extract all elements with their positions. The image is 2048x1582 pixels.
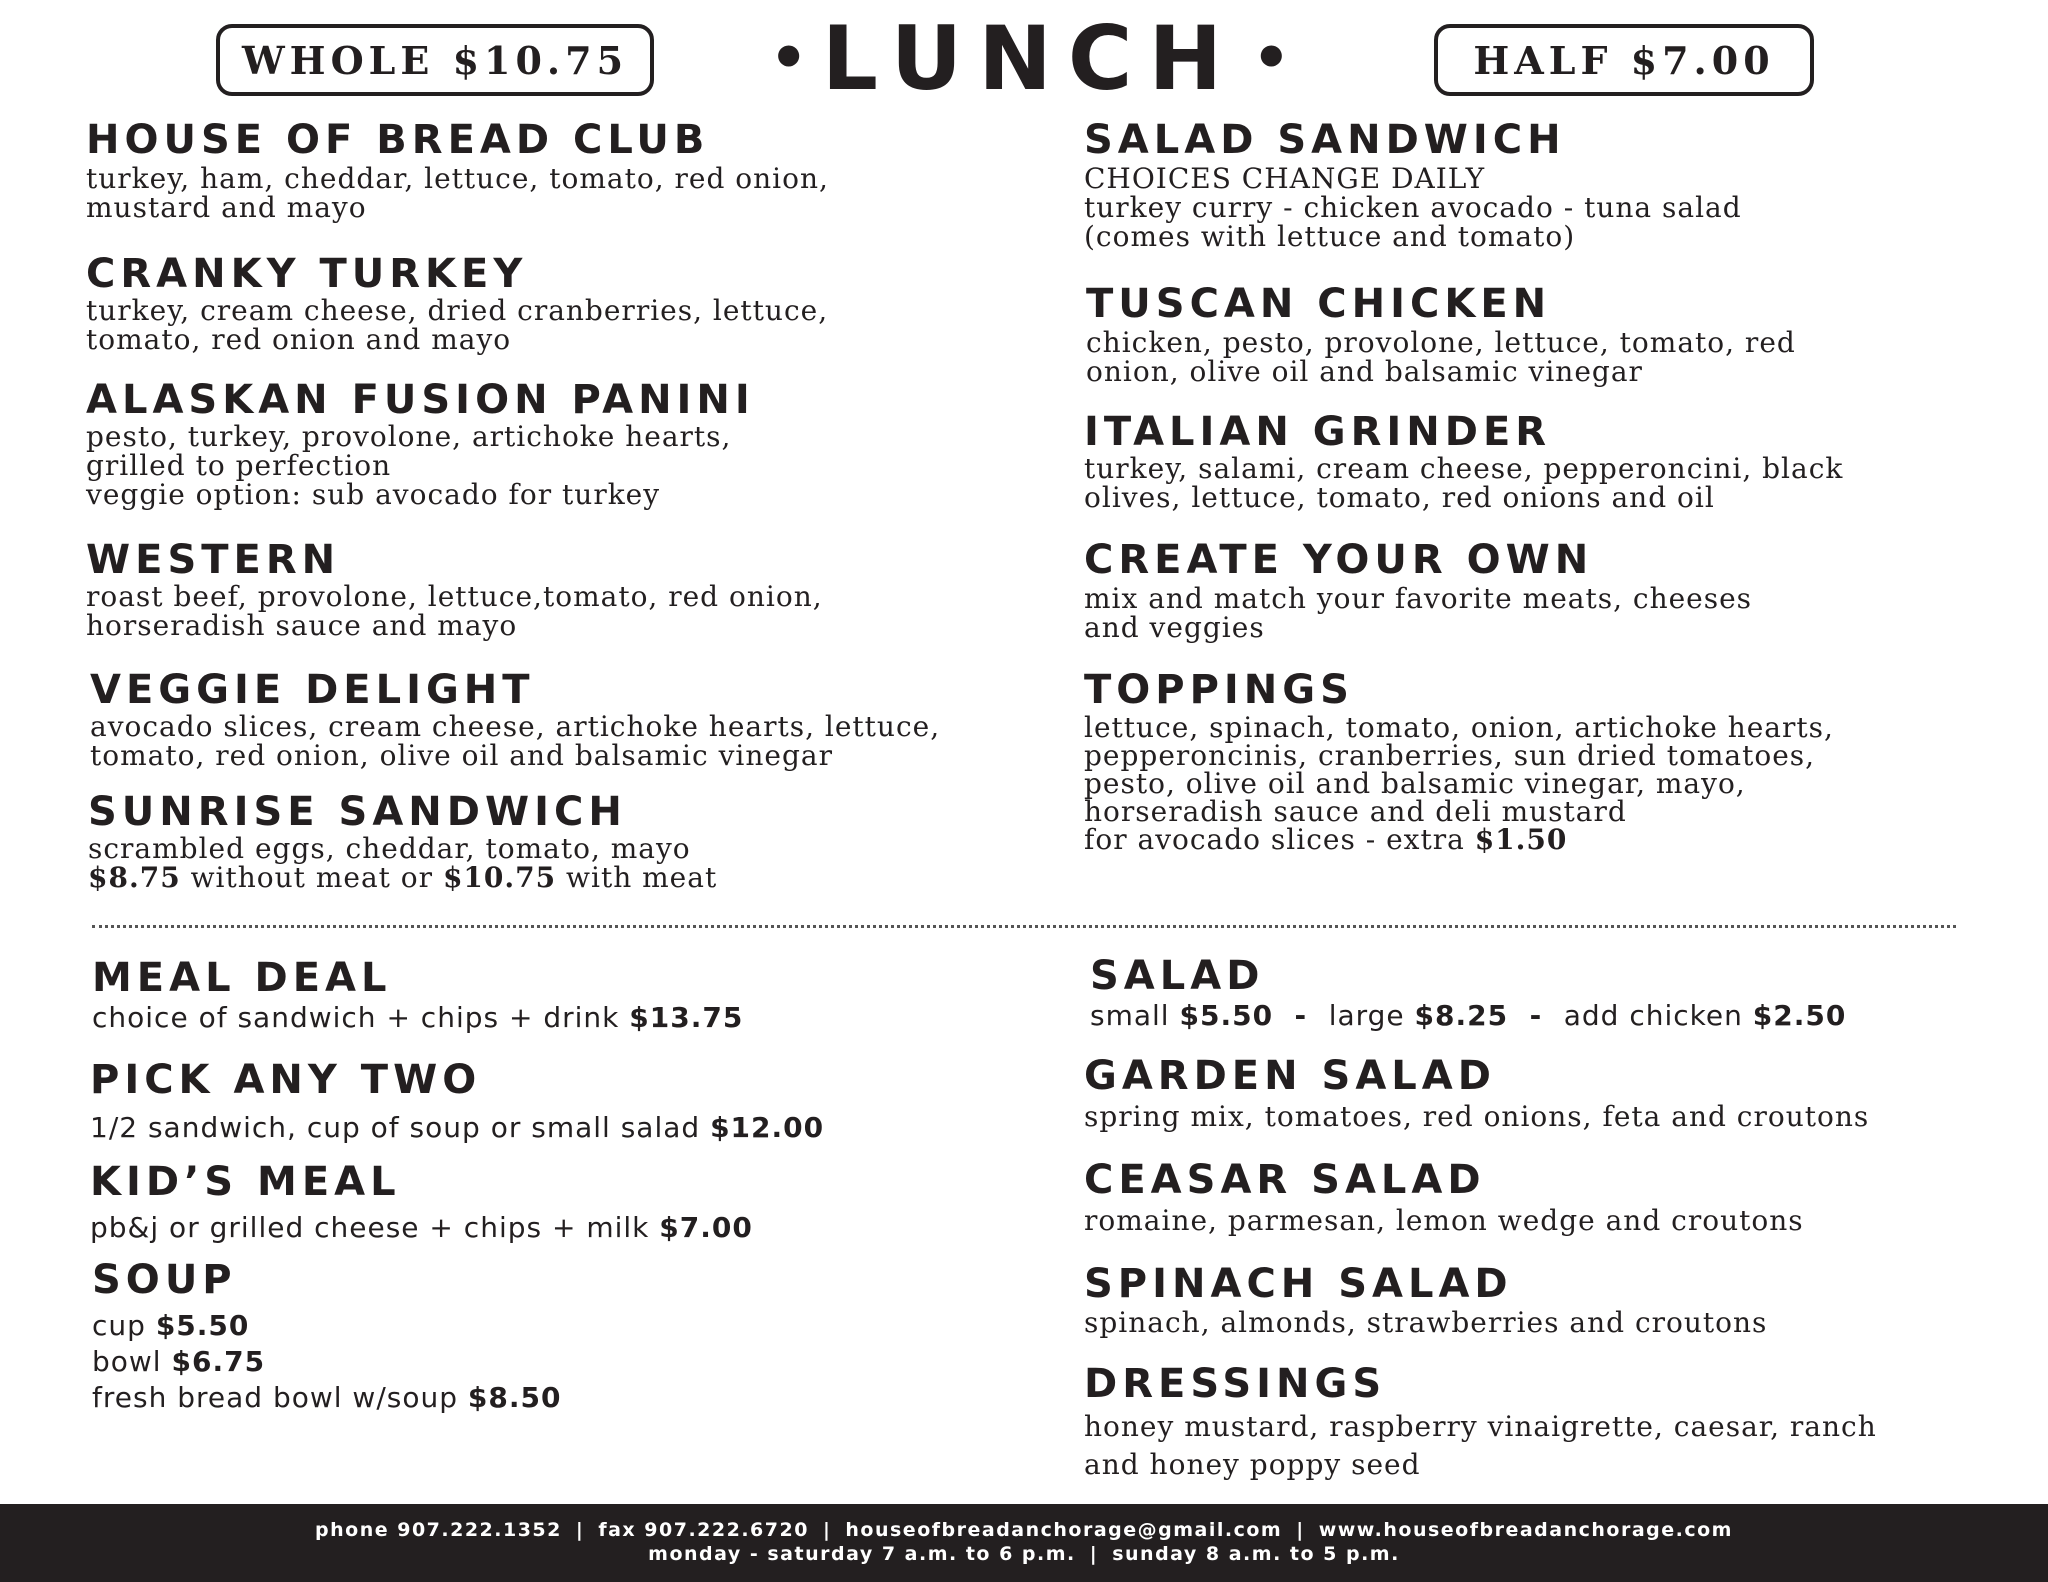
soup-bread-bowl-line [92, 1380, 561, 1416]
item-description [1084, 1308, 1767, 1337]
whole-price-box: WHOLE $10.75 [216, 24, 654, 96]
description-line: honey mustard, raspberry vinaigrette, caesar, ranch [1084, 1410, 1877, 1443]
description-line: roast beef, provolone, lettuce,tomato, red onion, [86, 580, 823, 613]
extra-text: for avocado slices - extra [1084, 823, 1475, 856]
item-name: MEAL DEAL [92, 955, 392, 1001]
salad-text: small [1090, 999, 1180, 1032]
description-line: romaine, parmesan, lemon wedge and croutons [1084, 1204, 1804, 1237]
menu-item-salad [1090, 954, 1846, 1032]
half-price-box: HALF $7.00 [1434, 24, 1814, 96]
item-description [86, 296, 828, 354]
description-line: (comes with lettuce and tomato) [1084, 220, 1576, 253]
menu-item-toppings [1084, 668, 1834, 854]
item-description [1084, 164, 1742, 251]
description-line: turkey, ham, cheddar, lettuce, tomato, red onion, [86, 162, 829, 195]
item-description [88, 834, 717, 892]
menu-header [0, 0, 2048, 118]
item-description [86, 422, 755, 509]
menu-title [760, 8, 1300, 108]
contact-footer [0, 1504, 2048, 1582]
description-line: lettuce, spinach, tomato, onion, artichoke hearts, [1084, 711, 1834, 744]
salad-separator: - [1273, 999, 1329, 1032]
item-description [86, 164, 829, 222]
deal-text: choice of sandwich + chips + drink [92, 1001, 630, 1034]
description-line: turkey, salami, cream cheese, pepperoncini, black [1084, 452, 1844, 485]
menu-item-create-your-own [1084, 538, 1752, 642]
phone-number: phone 907.222.1352 [315, 1519, 562, 1541]
menu-item-soup [92, 1258, 561, 1416]
item-name: CREATE YOUR OWN [1084, 537, 1594, 583]
menu-item-meal-deal [92, 956, 743, 1034]
item-name: CEASAR SALAD [1084, 1157, 1486, 1203]
description-line: spring mix, tomatoes, red onions, feta and croutons [1084, 1100, 1870, 1133]
description-line: chicken, pesto, provolone, lettuce, tomato, red [1086, 326, 1796, 359]
item-description [1084, 711, 1834, 856]
hours-row [0, 1542, 2048, 1566]
description-line: veggie option: sub avocado for turkey [86, 478, 661, 511]
footer-separator: | [1089, 1543, 1099, 1565]
description-line: tomato, red onion, olive oil and balsamic vinegar [90, 739, 833, 772]
salad-text: large [1328, 999, 1415, 1032]
footer-separator: | [1296, 1519, 1305, 1541]
item-description [1084, 1206, 1804, 1235]
item-name: TUSCAN CHICKEN [1086, 281, 1552, 327]
soup-text: fresh bread bowl w/soup [92, 1381, 468, 1414]
soup-price: $8.50 [467, 1381, 562, 1414]
item-description [90, 1112, 824, 1144]
salad-price: $2.50 [1752, 999, 1847, 1032]
deal-price: $13.75 [629, 1001, 744, 1034]
item-name: PICK ANY TWO [90, 1057, 482, 1103]
description-line: and veggies [1084, 611, 1265, 644]
title-dot-left: • [769, 23, 808, 93]
footer-separator: | [822, 1519, 832, 1541]
price-text: without meat or [180, 861, 443, 894]
menu-item-cranky-turkey [86, 252, 828, 354]
price-with-meat: $10.75 [442, 861, 557, 894]
price-line [88, 863, 717, 892]
price-text: with meat [556, 861, 718, 894]
menu-item-ceasar-salad [1084, 1158, 1804, 1235]
hours-weekday: monday - saturday 7 a.m. to 6 p.m. [648, 1543, 1076, 1565]
description-line: CHOICES CHANGE DAILY [1084, 162, 1486, 195]
item-name: TOPPINGS [1084, 667, 1354, 713]
item-description [92, 1002, 743, 1034]
item-name: DRESSINGS [1084, 1361, 1387, 1407]
item-description [1090, 1000, 1846, 1032]
menu-item-spinach-salad [1084, 1262, 1767, 1337]
salad-price: $5.50 [1179, 999, 1274, 1032]
soup-cup-line [92, 1308, 561, 1344]
avocado-extra-line [1084, 823, 1834, 856]
menu-item-salad-sandwich [1084, 118, 1742, 251]
item-description [86, 582, 823, 640]
description-line: pepperoncinis, cranberries, sun dried tomatoes, [1084, 739, 1816, 772]
contact-row [0, 1504, 2048, 1542]
menu-item-dressings [1084, 1362, 1877, 1484]
price-without-meat: $8.75 [88, 861, 181, 894]
item-name: HOUSE OF BREAD CLUB [86, 117, 710, 163]
description-line: turkey curry - chicken avocado - tuna salad [1084, 191, 1742, 224]
title-text: LUNCH [821, 6, 1239, 110]
deal-text: pb&j or grilled cheese + chips + milk [90, 1211, 660, 1244]
footer-separator: | [575, 1519, 585, 1541]
description-line: mustard and mayo [86, 191, 367, 224]
soup-bowl-line [92, 1344, 561, 1380]
item-name: SALAD [1090, 953, 1265, 999]
item-name: SUNRISE SANDWICH [88, 789, 627, 835]
menu-item-garden-salad [1084, 1054, 1869, 1131]
description-line: and honey poppy seed [1084, 1448, 1421, 1481]
description-line: turkey, cream cheese, dried cranberries, lettuce, [86, 294, 829, 327]
description-line: horseradish sauce and deli mustard [1084, 795, 1627, 828]
item-description [1084, 584, 1752, 642]
soup-price: $5.50 [155, 1309, 250, 1342]
item-name: VEGGIE DELIGHT [90, 667, 535, 713]
item-name: SALAD SANDWICH [1084, 117, 1566, 163]
item-name: SOUP [92, 1257, 237, 1303]
item-description [1084, 1408, 1877, 1484]
item-description [90, 712, 940, 770]
description-line: olives, lettuce, tomato, red onions and oil [1084, 481, 1715, 514]
item-description [90, 1212, 753, 1244]
menu-item-pick-any-two [90, 1058, 824, 1144]
description-line: avocado slices, cream cheese, artichoke hearts, lettuce, [90, 710, 941, 743]
email-link[interactable]: houseofbreadanchorage@gmail.com [845, 1519, 1283, 1541]
title-dot-right: • [1252, 23, 1291, 93]
item-name: CRANKY TURKEY [86, 251, 528, 297]
fax-number: fax 907.222.6720 [598, 1519, 809, 1541]
soup-price: $6.75 [171, 1345, 266, 1378]
menu-item-sunrise-sandwich [88, 790, 717, 892]
description-line: pesto, turkey, provolone, artichoke hearts, [86, 420, 732, 453]
soup-text: cup [92, 1309, 156, 1342]
website-link[interactable]: www.houseofbreadanchorage.com [1318, 1519, 1733, 1541]
salad-separator: - [1508, 999, 1564, 1032]
item-description [1084, 1102, 1869, 1131]
item-name: KID’S MEAL [90, 1159, 401, 1205]
description-line: grilled to perfection [86, 449, 392, 482]
menu-item-tuscan-chicken [1086, 282, 1796, 386]
hours-sunday: sunday 8 a.m. to 5 p.m. [1112, 1543, 1400, 1565]
item-name: GARDEN SALAD [1084, 1053, 1496, 1099]
salad-text: add chicken [1563, 999, 1753, 1032]
menu-item-western [86, 538, 823, 640]
item-name: ALASKAN FUSION PANINI [86, 377, 755, 423]
deal-price: $12.00 [710, 1111, 825, 1144]
menu-item-italian-grinder [1084, 410, 1843, 512]
deal-price: $7.00 [659, 1211, 753, 1244]
item-description [92, 1308, 561, 1416]
menu-item-house-of-bread-club [86, 118, 829, 222]
soup-text: bowl [92, 1345, 172, 1378]
item-description [1084, 454, 1843, 512]
description-line: pesto, olive oil and balsamic vinegar, mayo, [1084, 767, 1746, 800]
menu-item-veggie-delight [90, 668, 940, 770]
menu-item-kids-meal [90, 1160, 753, 1244]
description-line: tomato, red onion and mayo [86, 323, 512, 356]
item-name: ITALIAN GRINDER [1084, 409, 1552, 455]
deal-text: 1/2 sandwich, cup of soup or small salad [90, 1111, 711, 1144]
description-line: scrambled eggs, cheddar, tomato, mayo [88, 832, 691, 865]
item-description [1086, 328, 1796, 386]
menu-item-alaskan-fusion-panini [86, 378, 755, 509]
description-line: mix and match your favorite meats, cheeses [1084, 582, 1753, 615]
section-divider [92, 925, 1956, 928]
item-name: SPINACH SALAD [1084, 1261, 1513, 1307]
extra-price: $1.50 [1474, 823, 1568, 856]
description-line: onion, olive oil and balsamic vinegar [1086, 355, 1643, 388]
description-line: horseradish sauce and mayo [86, 609, 518, 642]
description-line: spinach, almonds, strawberries and croutons [1084, 1306, 1768, 1339]
salad-price: $8.25 [1414, 999, 1509, 1032]
item-name: WESTERN [86, 537, 341, 583]
